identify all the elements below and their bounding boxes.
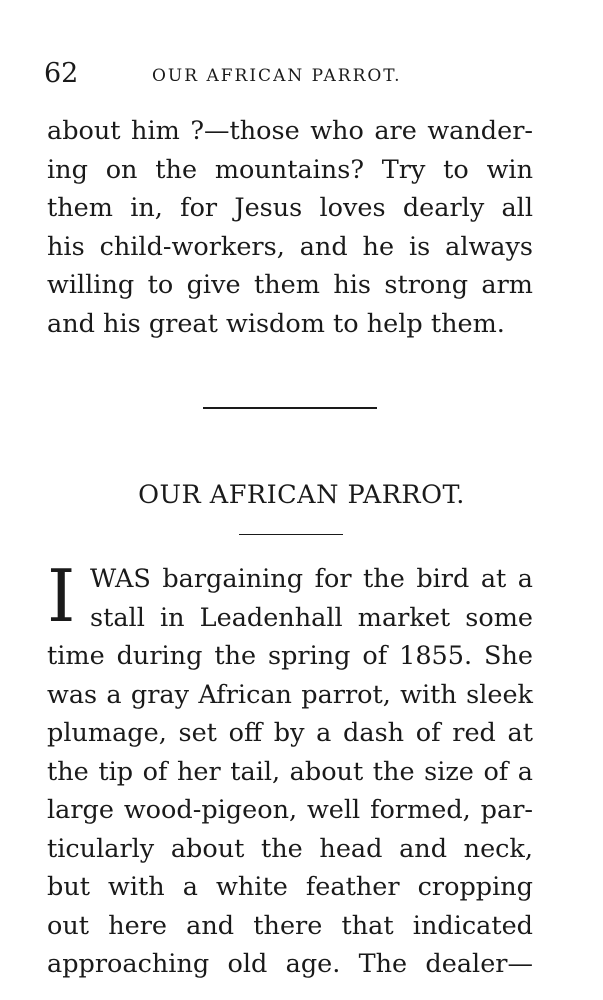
- title-underline: [239, 534, 343, 535]
- section-title: OUR AFRICAN PARROT.: [138, 480, 465, 510]
- paragraph-1: [47, 112, 533, 343]
- text-line: approaching old age. The dealer—: [47, 949, 533, 979]
- text-line: was a gray African parrot, with sleek: [47, 679, 533, 710]
- running-head: OUR AFRICAN PARROT.: [152, 66, 402, 86]
- page-header: [44, 58, 564, 92]
- text-line: WAS bargaining for the bird at a: [90, 564, 533, 594]
- text-line: and his great wisdom to help them.: [47, 308, 505, 339]
- text-line: but with a white feather cropping: [47, 872, 533, 902]
- text-line: the tip of her tail, about the size of a: [47, 756, 533, 787]
- text-line: them in, for Jesus loves dearly all: [47, 193, 533, 223]
- section-body: [47, 554, 533, 984]
- text-line: out here and there that indicated: [47, 910, 533, 941]
- text-line: about him ?—those who are wander-: [47, 116, 533, 146]
- section-divider: [203, 407, 377, 409]
- text-line: time during the spring of 1855. She: [47, 641, 533, 671]
- text-line: stall in Leadenhall market some: [90, 602, 533, 633]
- text-line: his child-workers, and he is always: [47, 231, 533, 262]
- drop-cap: I: [47, 554, 76, 638]
- text-line: plumage, set off by a dash of red at: [47, 718, 533, 748]
- page-number: 62: [44, 58, 79, 89]
- text-line: willing to give them his strong arm: [47, 270, 533, 300]
- text-line: large wood-pigeon, well formed, par-: [47, 795, 533, 825]
- text-line: ticularly about the head and neck,: [47, 833, 533, 864]
- text-line: ing on the mountains? Try to win: [47, 154, 533, 185]
